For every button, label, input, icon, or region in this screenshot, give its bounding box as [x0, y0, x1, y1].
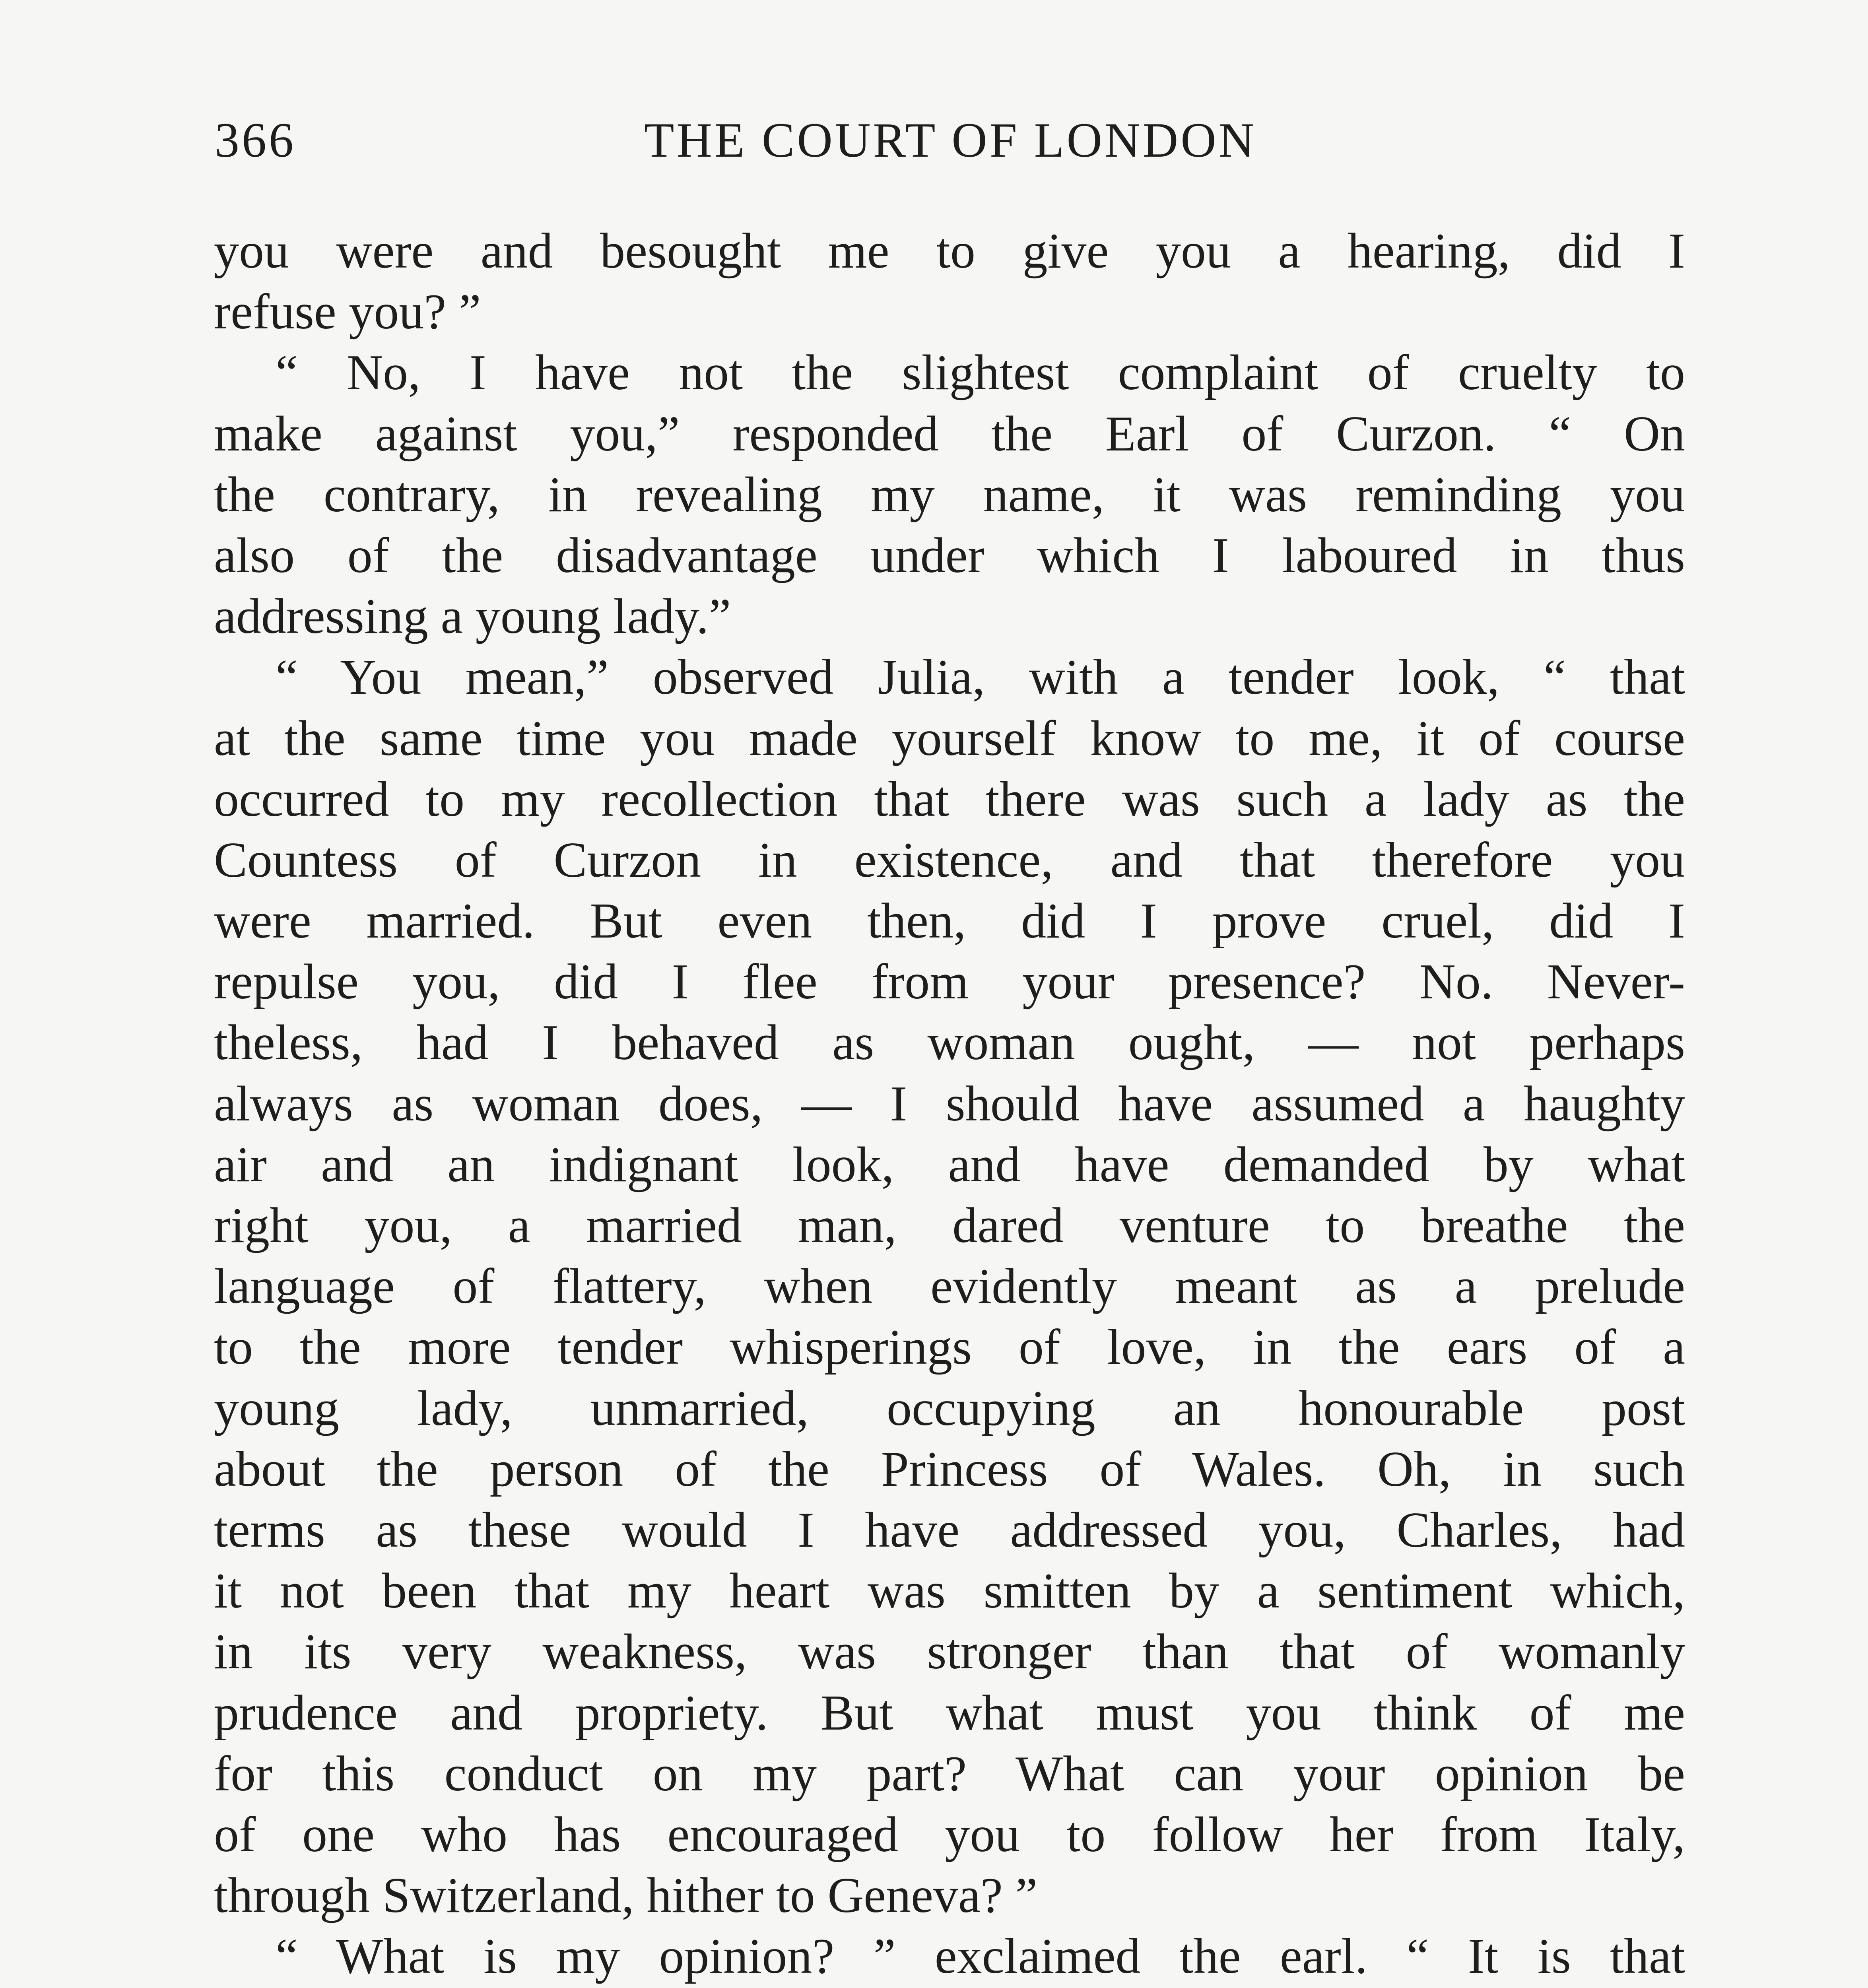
text-line: young lady, unmarried, occupying an honourable post: [214, 1380, 1685, 1436]
text-line: make against you,” responded the Earl of Curzon. “ On: [214, 406, 1685, 462]
text-line: were married. But even then, did I prove cruel, did I: [214, 893, 1685, 949]
text-line: to the more tender whisperings of love, in the ears of a: [214, 1320, 1685, 1375]
text-line: in its very weakness, was stronger than that of womanly: [214, 1624, 1685, 1680]
text-line: it not been that my heart was smitten by a sentiment which,: [214, 1563, 1685, 1619]
text-line: addressing a young lady.”: [214, 589, 731, 645]
body-text: [214, 221, 1685, 1988]
text-line: Countess of Curzon in existence, and that therefore you: [214, 832, 1685, 888]
text-line: you were and besought me to give you a hearing, did I: [214, 223, 1685, 279]
text-line: about the person of the Princess of Wales. Oh, in such: [214, 1441, 1685, 1497]
page-header: [215, 103, 1686, 178]
text-line: refuse you? ”: [214, 284, 481, 340]
text-line: “ No, I have not the slightest complaint of cruelty to: [276, 345, 1685, 401]
running-head: THE COURT OF LONDON: [644, 113, 1257, 167]
page-number: 366: [215, 113, 296, 167]
text-line: “ What is my opinion? ” exclaimed the earl. “ It is that: [276, 1929, 1685, 1984]
text-line: for this conduct on my part? What can your opinion be: [214, 1746, 1685, 1802]
text-line: language of flattery, when evidently meant as a prelude: [214, 1259, 1685, 1314]
text-line: also of the disadvantage under which I laboured in thus: [214, 528, 1685, 583]
text-line: at the same time you made yourself know to me, it of course: [214, 711, 1685, 766]
text-line: air and an indignant look, and have demanded by what: [214, 1137, 1685, 1192]
text-line: always as woman does, — I should have assumed a haughty: [214, 1076, 1685, 1132]
text-line: theless, had I behaved as woman ought, — not perhaps: [214, 1015, 1685, 1071]
text-line: of one who has encouraged you to follow her from Italy,: [214, 1807, 1685, 1862]
text-line: occurred to my recollection that there was such a lady as the: [214, 771, 1685, 827]
text-line: “ You mean,” observed Julia, with a tender look, “ that: [276, 650, 1685, 705]
text-line: repulse you, did I flee from your presence? No. Never-: [214, 954, 1685, 1010]
text-line: right you, a married man, dared venture to breathe the: [214, 1198, 1685, 1253]
text-line: through Switzerland, hither to Geneva? ”: [214, 1868, 1038, 1924]
text-line: prudence and propriety. But what must you think of me: [214, 1685, 1685, 1741]
text-line: the contrary, in revealing my name, it was reminding you: [214, 467, 1685, 522]
text-line: terms as these would I have addressed you, Charles, had: [214, 1502, 1685, 1558]
